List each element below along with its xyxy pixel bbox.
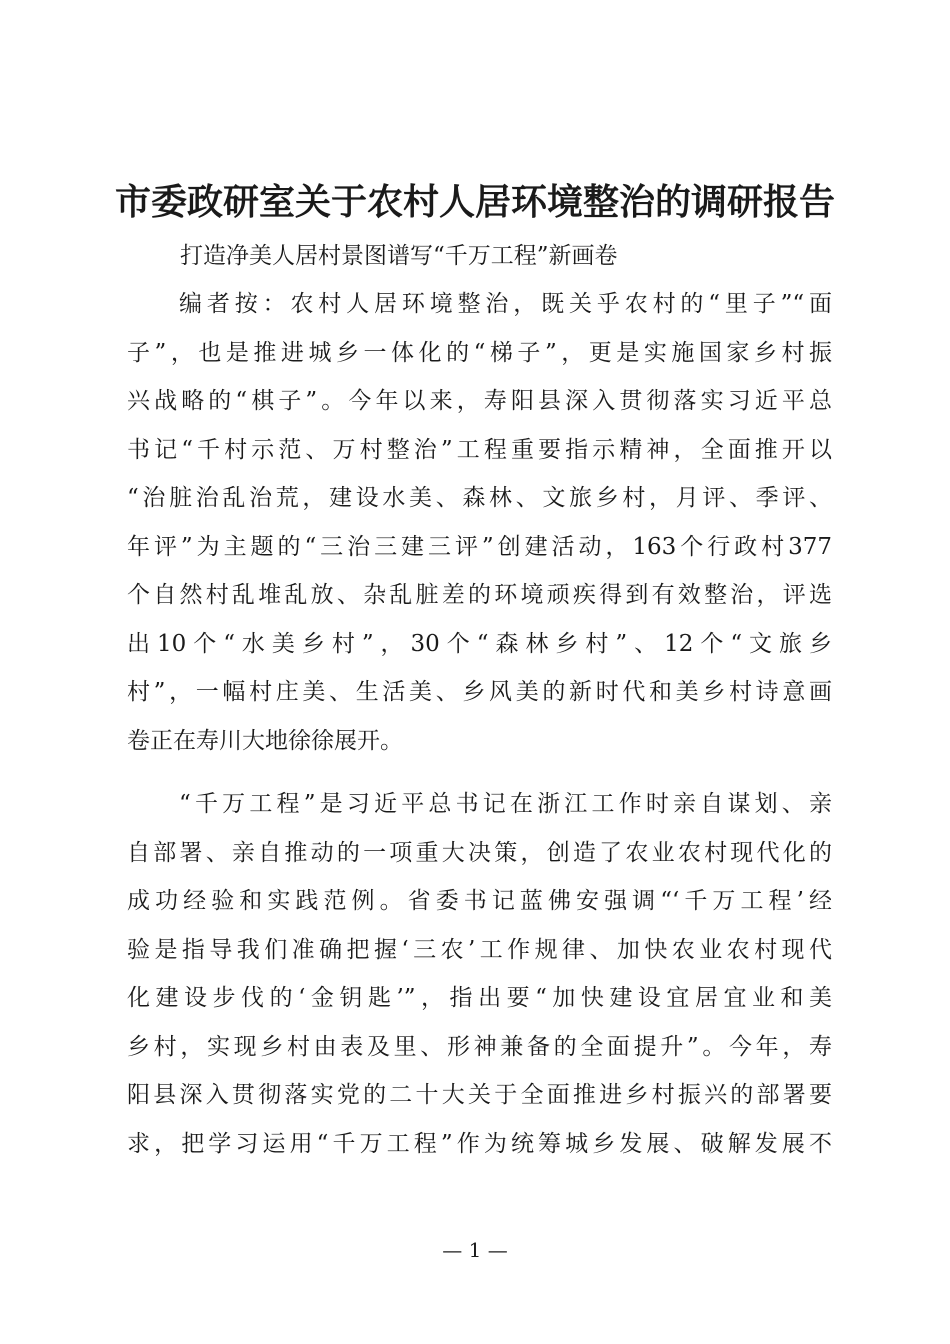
paragraph-line: “治脏治乱治荒，建设水美、森林、文旅乡村，月评、季评、 <box>127 485 832 511</box>
paragraph-line: 年评”为主题的“三治三建三评”创建活动，163个行政村377 <box>127 533 832 560</box>
paragraph-line: 村”，一幅村庄美、生活美、乡风美的新时代和美乡村诗意画 <box>127 679 832 705</box>
paragraph-line: 兴战略的“棋子”。今年以来，寿阳县深入贯彻落实习近平总 <box>127 388 832 414</box>
paragraph-line: 书记“千村示范、万村整治”工程重要指示精神，全面推开以 <box>127 436 832 463</box>
paragraph-line: 验是指导我们准确把握‘三农’工作规律、加快农业农村现代 <box>127 936 832 963</box>
paragraph-line: “千万工程”是习近平总书记在浙江工作时亲自谋划、亲 <box>179 791 832 817</box>
page-number: — 1 — <box>442 1238 508 1262</box>
paragraph-line: 子”，也是推进城乡一体化的“梯子”，更是实施国家乡村振 <box>127 339 832 366</box>
paragraph-line: 自部署、亲自推动的一项重大决策，创造了农业农村现代化的 <box>127 839 832 866</box>
document-subtitle: 打造净美人居村景图谱写“千万工程”新画卷 <box>180 243 618 269</box>
paragraph-line: 个自然村乱堆乱放、杂乱脏差的环境顽疾得到有效整治，评选 <box>127 582 832 608</box>
document-title: 市委政研室关于农村人居环境整治的调研报告 <box>114 181 835 223</box>
paragraph-line: 出10个“水美乡村”，30个“森林乡村”、12个“文旅乡 <box>127 630 832 657</box>
paragraph-line: 阳县深入贯彻落实党的二十大关于全面推进乡村振兴的部署要 <box>127 1082 832 1108</box>
paragraph-line: 成功经验和实践范例。省委书记蓝佛安强调“‘千万工程’经 <box>127 888 832 914</box>
paragraph-line: 乡村，实现乡村由表及里、形神兼备的全面提升”。今年，寿 <box>127 1033 832 1060</box>
paragraph-line: 化建设步伐的‘金钥匙’”，指出要“加快建设宜居宜业和美 <box>127 985 832 1011</box>
body-paragraph <box>127 780 832 1168</box>
editor-note-paragraph <box>127 280 832 765</box>
paragraph-line: 卷正在寿川大地徐徐展开。 <box>127 727 403 754</box>
paragraph-line: 求，把学习运用“千万工程”作为统筹城乡发展、破解发展不 <box>127 1130 832 1157</box>
paragraph-line: 编者按：农村人居环境整治，既关乎农村的“里子”“面 <box>179 291 832 317</box>
